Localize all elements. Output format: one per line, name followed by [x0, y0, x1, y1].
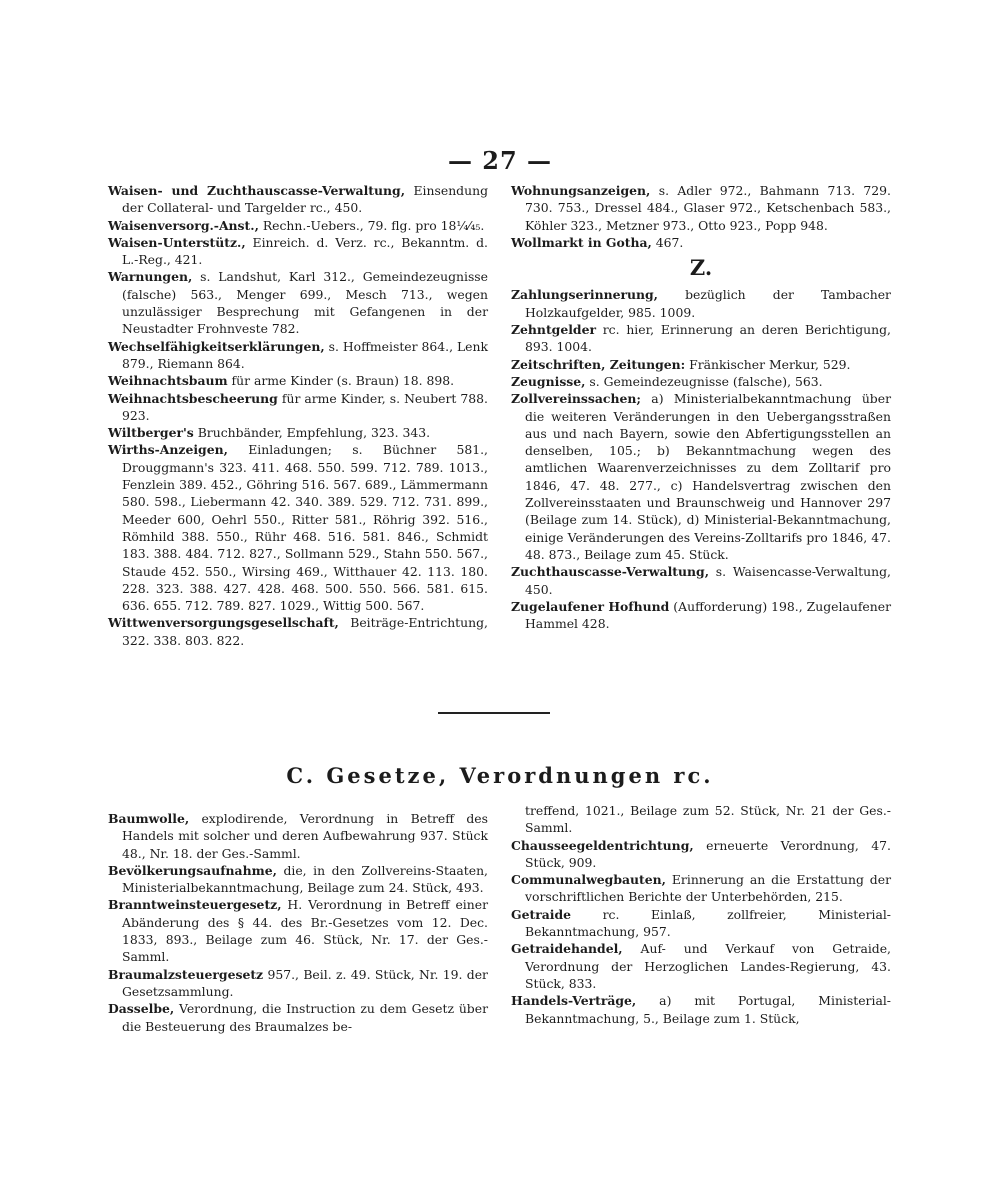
- index-entry-heading: Wittwenversorgungsgesellschaft,: [108, 615, 339, 631]
- index-entry-heading: Weihnachtsbaum: [108, 373, 228, 389]
- index-entry-text: erneuerte Verordnung, 47. Stück, 909.: [525, 837, 891, 870]
- index-entry-text: s. Hoffmeister 864., Lenk 879., Riemann 864.: [122, 338, 489, 371]
- index-entry-heading: Handels-Verträge,: [511, 993, 637, 1009]
- index-entry-heading: Zeitschriften, Zeitungen:: [511, 356, 686, 372]
- index-entry-heading: Bevölkerungsaufnahme,: [108, 862, 277, 878]
- index-entry-text: die, in den Zollvereins-Staaten, Ministerialbekanntmachung, Beilage zum 24. Stück, 493.: [122, 862, 488, 896]
- index-entry-text: (Aufforderung) 198., Zugelaufener Hammel 428.: [525, 598, 891, 632]
- index-entry-heading: Dasselbe,: [108, 1001, 175, 1017]
- index-entry-text: s. Gemeindezeugnisse (falsche), 563.: [585, 373, 823, 389]
- index-entry: [511, 390, 891, 563]
- index-entry: [108, 441, 488, 614]
- index-entry-text: Einsendung der Collateral- und Targelder rc., 450.: [122, 183, 488, 216]
- index-entries-c: [511, 837, 891, 1027]
- index-entry: [511, 906, 891, 941]
- index-entry-heading: Wirths-Anzeigen,: [108, 442, 228, 458]
- index-entry-heading: Zahlungserinnerung,: [511, 287, 658, 303]
- index-entry: [511, 940, 891, 992]
- index-entry-heading: Wechselfähigkeitserklärungen,: [108, 338, 325, 354]
- index-column-left-bottom: [108, 810, 488, 1035]
- index-entry-text: a) Ministerialbekanntmachung über die weiteren Veränderungen in den Uebergangsstraßen aus und nach Bayern, sowie den Abfertigungsstellen an denselben, 105.; b) Bekanntmachung wegen des amtlichen Waarenverzeichnisses zu dem Zolltarif pro 1846, 47. 48. 277., c) Handelsvertrag zwischen den Zollvereinsstaaten und Braunschweig und Hannover 297 (Beilage zum 14. Stück), d) Ministerial-Bekanntmachung, einige Veränderungen des Vereins-Zolltarifs pro 1846, 47. 48. 873., Beilage zum 45. Stück.: [525, 391, 891, 562]
- index-entry-text: rc. Einlaß, zollfreier, Ministerial-Bekanntmachung, 957.: [525, 906, 891, 940]
- index-entry: [108, 614, 488, 649]
- index-column-right-top: [511, 182, 891, 632]
- index-entry: [511, 286, 891, 321]
- index-entry: [511, 356, 891, 373]
- index-entry-text: s. Adler 972., Bahmann 713. 729. 730. 753., Dressel 484., Glaser 972., Ketschenbach 583., Köhler 323., Metzner 973., Otto 923., Popp 948.: [525, 183, 891, 233]
- index-entry: [511, 321, 891, 356]
- index-entry-text: rc. hier, Erinnerung an deren Berichtigung, 893. 1004.: [525, 322, 891, 355]
- index-entry-text: 957., Beil. z. 49. Stück, Nr. 19. der Gesetzsammlung.: [122, 966, 488, 999]
- index-entry-text: 467.: [651, 234, 684, 250]
- index-entry-text: Auf- und Verkauf von Getraide, Verordnung der Herzoglichen Landes-Regierung, 43. Stück, 833.: [525, 941, 891, 991]
- index-entry-text: für arme Kinder (s. Braun) 18. 898.: [227, 373, 455, 389]
- index-entry-text: Bruchbänder, Empfehlung, 323. 343.: [193, 425, 431, 441]
- index-entry-heading: Zehntgelder: [511, 322, 596, 338]
- index-entry: [108, 268, 488, 337]
- index-entry-heading: Getraidehandel,: [511, 941, 623, 957]
- index-entry-text: Verordnung, die Instruction zu dem Gesetz über die Besteuerung des Braumalzes be-: [122, 1001, 488, 1034]
- index-entry: [511, 563, 891, 598]
- index-entry: [108, 810, 488, 862]
- index-entry-heading: Waisenversorg.-Anst.,: [108, 217, 259, 233]
- index-entry-heading: Wollmarkt in Gotha,: [511, 234, 652, 250]
- index-entry-text: Rechn.-Uebers., 79. flg. pro 18¼⁄₄₅.: [258, 217, 485, 233]
- index-entry-text: Einladungen; s. Büchner 581., Drouggmann's 323. 411. 468. 550. 599. 712. 789. 1013., Fenzlein 389. 452., Göhring 516. 567. 689., Lämmermann 580. 598., Liebermann 42. 340. 389. 529. 712. 731. 899., Meeder 600, Oehrl 550., Ritter 581., Röhrig 392. 516., Römhild 388. 550., Rühr 468. 516. 581. 846., Schmidt 183. 388. 484. 712. 827., Sollmann 529., Stahn 550. 567., Staude 452. 550., Wirsing 469., Witthauer 42. 113. 180. 228. 323. 388. 427. 428. 468. 500. 550. 566. 581. 615. 636. 655. 712. 789. 827. 1029., Wittig 500. 567.: [122, 442, 488, 614]
- index-entry-heading: Waisen-Unterstütz.,: [108, 234, 246, 250]
- index-entry: [511, 234, 891, 251]
- index-entry-text: Einreich. d. Verz. rc., Bekanntm. d. L.-Reg., 421.: [122, 234, 488, 268]
- index-entry-heading: Baumwolle,: [108, 811, 190, 826]
- index-entry: [108, 424, 488, 441]
- index-entry: [108, 390, 488, 425]
- index-column-left-top: [108, 182, 488, 649]
- index-entry-text: für arme Kinder, s. Neubert 788. 923.: [122, 390, 488, 423]
- index-entry: [511, 871, 891, 906]
- index-entry-heading: Zollvereinssachen;: [511, 391, 641, 407]
- index-entry-heading: Wohnungsanzeigen,: [511, 183, 651, 198]
- index-entry: [108, 234, 488, 269]
- index-entry: [108, 966, 488, 1001]
- continued-entry: treffend, 1021., Beilage zum 52. Stück, Nr. 21 der Ges.-Samml.: [525, 803, 891, 836]
- page-number: — 27 —: [447, 146, 553, 175]
- index-entry: [108, 338, 488, 373]
- index-entry-text: Beiträge-Entrichtung, 322. 338. 803. 822.: [122, 615, 488, 648]
- index-entry-text: a) mit Portugal, Ministerial-Bekanntmachung, 5., Beilage zum 1. Stück,: [525, 993, 891, 1026]
- index-entries-z: [511, 286, 891, 632]
- index-entry: [511, 598, 891, 633]
- index-entry: [511, 837, 891, 872]
- index-entry: [108, 862, 488, 897]
- index-entry: [108, 217, 488, 234]
- section-divider: [438, 712, 550, 714]
- index-entry-heading: Wiltberger's: [108, 425, 194, 441]
- index-column-right-bottom: [511, 802, 891, 1027]
- index-entry-text: Erinnerung an die Erstattung der vorschriftlichen Berichte der Unterbehörden, 215.: [525, 872, 891, 905]
- index-entry-heading: Branntweinsteuergesetz,: [108, 897, 282, 913]
- index-entry-text: explodirende, Verordnung in Betreff des Handels mit solcher und deren Aufbewahrung 937. Stück 48., Nr. 18. der Ges.-Samml.: [122, 811, 488, 861]
- index-entry-heading: Zeugnisse,: [511, 373, 586, 389]
- index-entry-heading: Chausseegeldentrichtung,: [511, 837, 694, 853]
- index-entry-heading: Waisen- und Zuchthauscasse-Verwaltung,: [108, 183, 406, 198]
- index-entry-text: Fränkischer Merkur, 529.: [685, 356, 851, 372]
- index-entry-heading: Braumalzsteuergesetz: [108, 966, 264, 982]
- index-entry-heading: Zuchthauscasse-Verwaltung,: [511, 564, 710, 580]
- index-entry: [108, 182, 488, 217]
- section-heading: C. Gesetze, Verordnungen rc.: [286, 763, 714, 788]
- index-entry-heading: Warnungen,: [108, 269, 193, 285]
- index-entry-heading: Weihnachtsbescheerung: [108, 390, 278, 406]
- index-entry-text: bezüglich der Tambacher Holzkaufgelder, 985. 1009.: [525, 287, 891, 320]
- index-entry: [108, 372, 488, 389]
- index-entry: [511, 182, 891, 234]
- index-entry: [108, 1000, 488, 1035]
- index-entry-text: s. Landshut, Karl 312., Gemeindezeugnisse (falsche) 563., Menger 699., Mesch 713., wegen unzulässiger Besprechung mit Gefangenen in der Neustadter Frohnveste 782.: [122, 269, 488, 337]
- index-entry: [108, 896, 488, 965]
- index-entry-heading: Getraide: [511, 906, 571, 922]
- index-entry-heading: Zugelaufener Hofhund: [511, 598, 670, 614]
- letter-heading-z: Z.: [689, 255, 713, 281]
- index-entry: [511, 992, 891, 1027]
- index-entry-text: H. Verordnung in Betreff einer Abänderung des § 44. des Br.-Gesetzes vom 12. Dec. 1833, 893., Beilage zum 46. Stück, Nr. 17. der Ges.-Samml.: [122, 897, 488, 965]
- index-entry-heading: Communalwegbauten,: [511, 872, 666, 888]
- index-entry: [511, 373, 891, 390]
- index-entries-w: [511, 182, 891, 251]
- index-entry-text: s. Waisencasse-Verwaltung, 450.: [525, 564, 891, 597]
